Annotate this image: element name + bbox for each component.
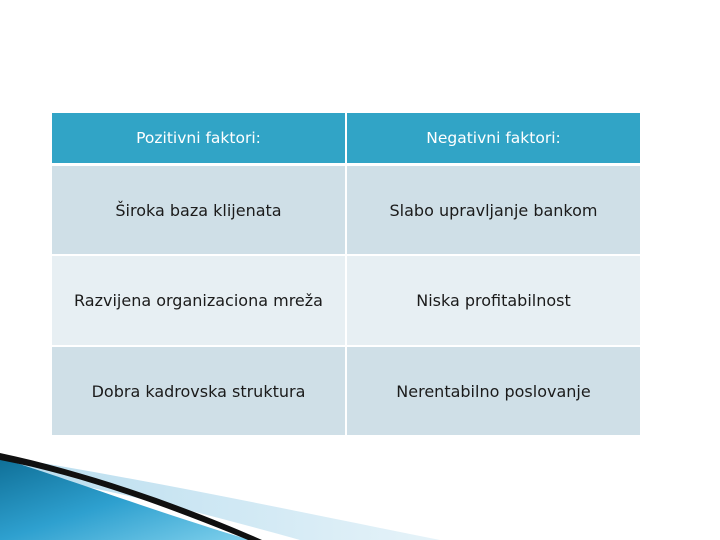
factors-table (52, 113, 640, 437)
table-row (52, 346, 640, 436)
corner-swoosh-decoration (0, 450, 720, 540)
positive-factor-cell: Dobra kadrovska struktura (52, 346, 346, 436)
negative-factor-cell: Niska profitabilnost (346, 255, 640, 346)
table-header-row (52, 113, 640, 165)
negative-factor-cell: Nerentabilno poslovanje (346, 346, 640, 436)
header-positive-factors: Pozitivni faktori: (52, 113, 346, 165)
negative-factor-cell: Slabo upravljanje bankom (346, 165, 640, 256)
positive-factor-cell: Široka baza klijenata (52, 165, 346, 256)
table-row (52, 255, 640, 346)
positive-factor-cell: Razvijena organizaciona mreža (52, 255, 346, 346)
header-negative-factors: Negativni faktori: (346, 113, 640, 165)
table-row (52, 165, 640, 256)
